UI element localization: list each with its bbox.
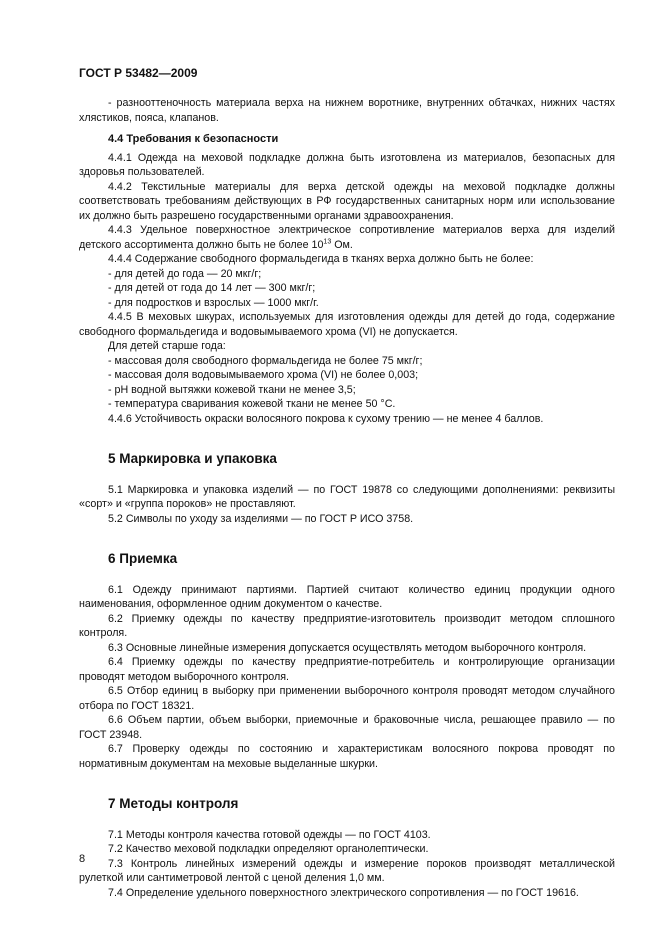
document-header: ГОСТ Р 53482—2009 <box>79 66 198 80</box>
para-6-1: 6.1 Одежду принимают партиями. Партией считают количество единиц продукции одного наименования, оформленное одним документом о качестве. <box>79 583 615 610</box>
para-6-4: 6.4 Приемку одежды по качеству предприятие-потребитель и контролирующие организации проводят методом выборочного контроля. <box>79 656 615 683</box>
document-body <box>79 96 615 900</box>
para-7-3: 7.3 Контроль линейных измерений одежды и измерение пороков производят металлической рулеткой или сантиметровой лентой с ценой деления 1,0 мм. <box>79 857 615 884</box>
para-4-4-5-lead: Для детей старше года: <box>108 340 226 352</box>
section-5-title: 5 Маркировка и упаковка <box>108 451 277 466</box>
para-6-2: 6.2 Приемку одежды по качеству предприятие-изготовитель производит методом сплошного контроля. <box>79 612 615 639</box>
para-4-4-3 <box>79 223 615 252</box>
list-item: - для подростков и взрослых — 1000 мкг/г. <box>108 296 319 309</box>
para-6-5: 6.5 Отбор единиц в выборку при применении выборочного контроля проводят методом случайного отбора по ГОСТ 18321. <box>79 685 615 712</box>
para-4-4-5: 4.4.5 В меховых шкурах, используемых для изготовления одежды для детей до года, содержание свободного формальдегида и водовымываемого хрома (VI) не допускается. <box>79 311 615 338</box>
para-5-1: 5.1 Маркировка и упаковка изделий — по ГОСТ 19878 со следующими дополнениями: реквизиты «сорт» и «группа пороков» не проставляют. <box>79 483 615 510</box>
list-item: - pH водной вытяжки кожевой ткани не менее 3,5; <box>108 383 356 396</box>
para-4-4-2: 4.4.2 Текстильные материалы для верха детской одежды на меховой подкладке должны соответствовать требованиям действующих в РФ государственных санитарных норм или использование их должно быть разрешено государственными органами здравоохранения. <box>79 180 615 222</box>
para-4-4-3-exponent: 13 <box>323 237 332 245</box>
para-4-4-1: 4.4.1 Одежда на меховой подкладке должна быть изготовлена из материалов, безопасных для здоровья пользователей. <box>79 151 615 178</box>
para-4-4-6: 4.4.6 Устойчивость окраски волосяного покрова к сухому трению — не менее 4 баллов. <box>108 412 544 425</box>
para-5-2: 5.2 Символы по уходу за изделиями — по ГОСТ Р ИСО 3758. <box>108 512 414 525</box>
para-6-3: 6.3 Основные линейные измерения допускается осуществлять методом выборочного контроля. <box>108 641 587 654</box>
list-item: - массовая доля свободного формальдегида не более 75 мкг/г; <box>108 354 423 367</box>
intro-list-item: - разнооттеночность материала верха на нижнем воротнике, внутренних обтачках, нижних частях хлястиков, пояса, клапанов. <box>79 97 615 124</box>
para-6-7: 6.7 Проверку одежды по состоянию и характеристикам волосяного покрова проводят по нормативным документам на меховые выделанные шкурки. <box>79 743 615 770</box>
para-7-4: 7.4 Определение удельного поверхностного электрического сопротивления — по ГОСТ 19616. <box>108 886 579 899</box>
section-6-title: 6 Приемка <box>108 551 178 566</box>
para-7-1: 7.1 Методы контроля качества готовой одежды — по ГОСТ 4103. <box>108 828 431 841</box>
page-number: 8 <box>79 853 86 865</box>
para-4-4-3-text: 4.4.3 Удельное поверхностное электрическое сопротивление материалов верха для изделий детского ассортимента должно быть не более 10 <box>79 224 615 251</box>
list-item: - для детей от года до 14 лет — 300 мкг/г; <box>108 282 316 294</box>
section-7-title: 7 Методы контроля <box>108 796 239 811</box>
para-4-4-4: 4.4.4 Содержание свободного формальдегида в тканях верха должно быть не более: <box>108 253 534 265</box>
list-item: - массовая доля водовымываемого хрома (VI) не более 0,003; <box>108 369 419 381</box>
list-item: - температура сваривания кожевой ткани не менее 50 °С. <box>108 398 396 410</box>
list-item: - для детей до года — 20 мкг/г; <box>108 267 262 280</box>
para-7-2: 7.2 Качество меховой подкладки определяют органолептически. <box>108 843 429 855</box>
para-4-4-3-unit: Ом. <box>331 238 353 251</box>
subsection-4-4-title: 4.4 Требования к безопасности <box>108 133 279 145</box>
para-6-6: 6.6 Объем партии, объем выборки, приемочные и браковочные числа, решающее правило — по ГОСТ 23948. <box>79 714 615 741</box>
